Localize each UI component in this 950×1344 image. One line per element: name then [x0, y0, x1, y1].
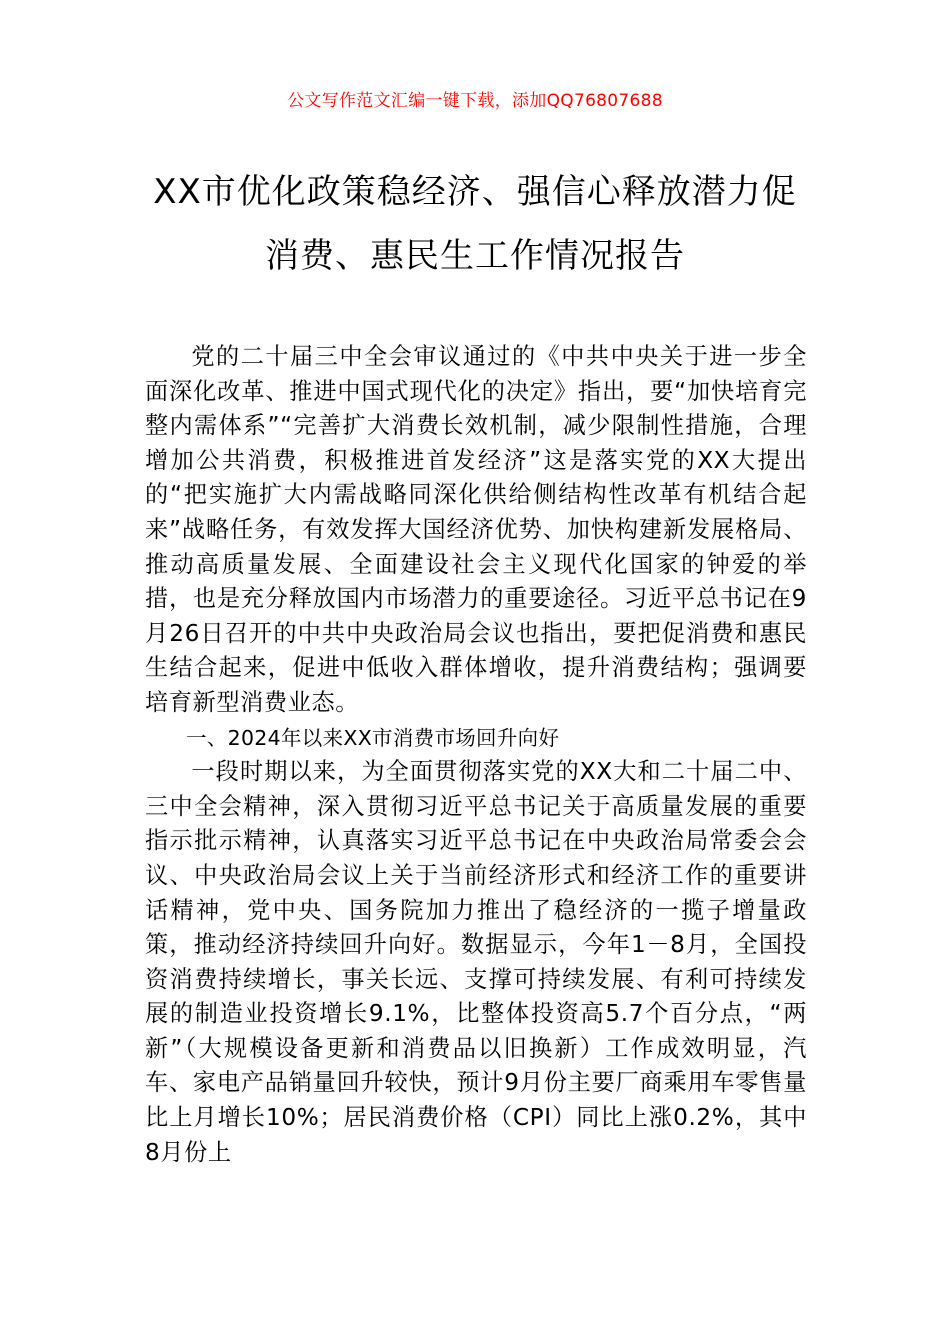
intro-paragraph: 党的二十届三中全会审议通过的《中共中央关于进一步全面深化改革、推进中国式现代化的决定》指出，要“加快培育完整内需体系”“完善扩大消费长效机制，减少限制性措施，合理增加公共消费，积极推进首发经济”这是落实党的XX大提出的“把实施扩大内需战略同深化供给侧结构性改革有机结合起来”战略任务，有效发挥大国经济优势、加快构建新发展格局、推动高质量发展、全面建设社会主义现代化国家的钟爱的举措，也是充分释放国内市场潜力的重要途径。习近平总书记在9月26日召开的中共中央政治局会议也指出，要把促消费和惠民生结合起来，促进中低收入群体增收，提升消费结构；强调要培育新型消费业态。 [145, 343, 807, 716]
document-title [120, 160, 830, 288]
title-line-1: XX市优化政策稳经济、强信心释放潜力促 [153, 172, 797, 212]
section-heading-1: 一、2024年以来XX市消费市场回升向好 [186, 725, 560, 750]
download-notice: 公文写作范文汇编一键下载，添加QQ76807688 [287, 91, 663, 111]
section-1-paragraph: 一段时期以来，为全面贯彻落实党的XX大和二十届二中、三中全会精神，深入贯彻习近平总书记关于高质量发展的重要指示批示精神，认真落实习近平总书记在中央政治局常委会会议、中央政治局会议上关于当前经济形式和经济工作的重要讲话精神，党中央、国务院加力推出了稳经济的一揽子增量政策，推动经济持续回升向好。数据显示，今年1－8月，全国投资消费持续增长，事关长远、支撑可持续发展、有利可持续发展的制造业投资增长9.1%，比整体投资高5.7个百分点，“两新”（大规模设备更新和消费品以旧换新）工作成效明显，汽车、家电产品销量回升较快，预计9月份主要厂商乘用车零售量比上月增长10%；居民消费价格（CPI）同比上涨0.2%，其中8月份上 [145, 758, 807, 1166]
title-line-2: 消费、惠民生工作情况报告 [265, 236, 685, 276]
document-body [145, 340, 807, 1170]
